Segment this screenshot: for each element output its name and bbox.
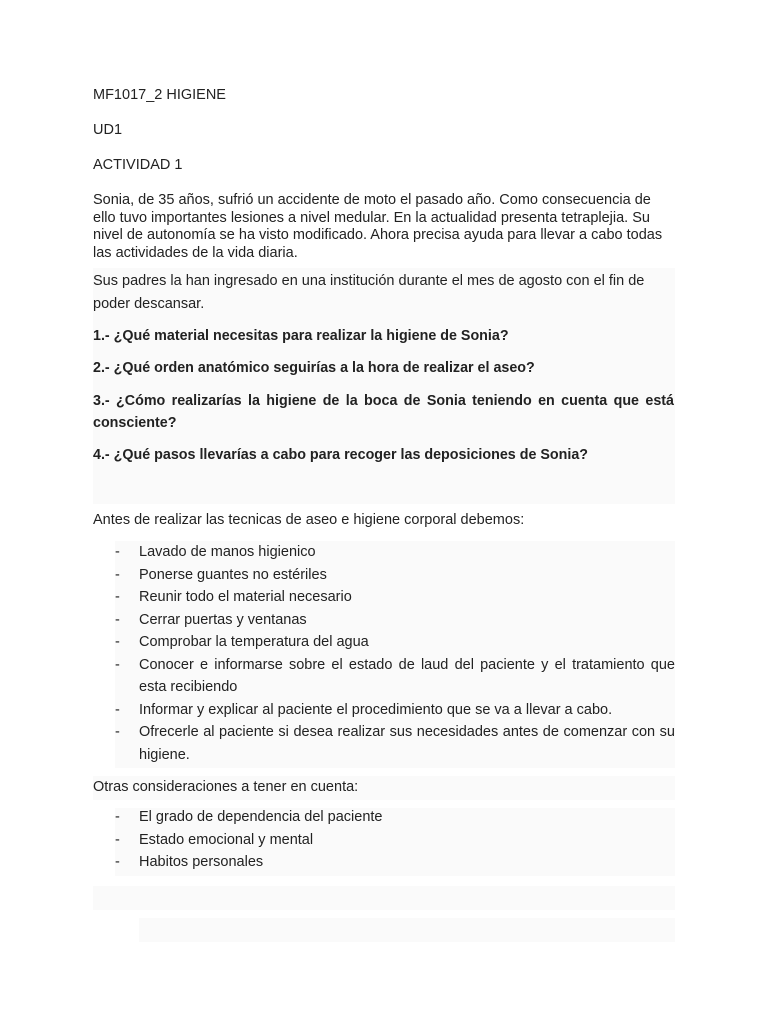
before-heading: Antes de realizar las tecnicas de aseo e higiene corporal debemos: [93,512,525,528]
other-list [93,806,675,874]
bullet-dash: - [115,611,120,628]
case-intro: Sonia, de 35 años, sufrió un accidente de moto el pasado año. Como consecuencia de ello tuvo importantes lesiones a nivel medular. En la actualidad presenta tetraplejia. Su nivel de autonomía se ha visto modificado. Ahora precisa ayuda para llevar a cabo todas las actividades de la vida diaria. [93,192,663,261]
list-item [93,631,675,654]
question-2: 2.- ¿Qué orden anatómico seguirías a la hora de realizar el aseo? [93,360,535,376]
bullet-dash: - [115,544,120,560]
before-list [93,541,675,766]
bullet-dash: - [115,854,120,870]
bullet-dash: - [115,724,120,740]
list-item-text: Ponerse guantes no estériles [139,566,327,583]
bullet-dash: - [115,634,120,650]
list-item-text: Comprobar la temperatura del agua [139,634,369,650]
list-item [93,829,675,852]
list-item-text: Estado emocional y mental [139,831,314,848]
shade-block-footer-2 [139,918,675,942]
shade-block-footer-1 [93,886,675,910]
bullet-dash: - [115,809,120,825]
list-item-text: Informar y explicar al paciente el procedimiento que se va a llevar a cabo. [139,701,613,718]
list-item [93,654,675,699]
list-item-text: Lavado de manos higienico [139,544,316,560]
list-item [93,564,675,587]
question-3: 3.- ¿Cómo realizarías la higiene de la boca de Sonia teniendo en cuenta que está consciente? [93,393,674,431]
bullet-dash: - [115,566,120,583]
bullet-dash: - [115,701,120,718]
unit-label: UD1 [93,122,123,138]
bullet-dash: - [115,831,120,848]
case-context: Sus padres la han ingresado en una institución durante el mes de agosto con el fin de poder descansar. [93,273,645,312]
list-item-text: Ofrecerle al paciente si desea realizar sus necesidades antes de comenzar con su higiene. [139,724,675,763]
list-item-text: El grado de dependencia del paciente [139,809,383,825]
list-item-text: Cerrar puertas y ventanas [139,611,307,628]
question-1: 1.- ¿Qué material necesitas para realizar la higiene de Sonia? [93,328,509,344]
question-4: 4.- ¿Qué pasos llevarías a cabo para recoger las deposiciones de Sonia? [93,447,589,463]
list-item-text: Reunir todo el material necesario [139,589,352,605]
list-item [93,609,675,632]
bullet-dash: - [115,589,120,605]
list-item-text: Conocer e informarse sobre el estado de laud del paciente y el tratamiento que esta recibiendo [139,656,675,695]
list-item [93,721,675,766]
other-heading: Otras consideraciones a tener en cuenta: [93,779,359,795]
list-item [93,851,675,874]
bullet-dash: - [115,656,120,673]
course-title: MF1017_2 HIGIENE [93,87,226,103]
list-item [93,586,675,609]
list-item-text: Habitos personales [139,854,264,870]
list-item [93,699,675,722]
list-item [93,541,675,564]
list-item [93,806,675,829]
activity-label: ACTIVIDAD 1 [93,157,183,173]
